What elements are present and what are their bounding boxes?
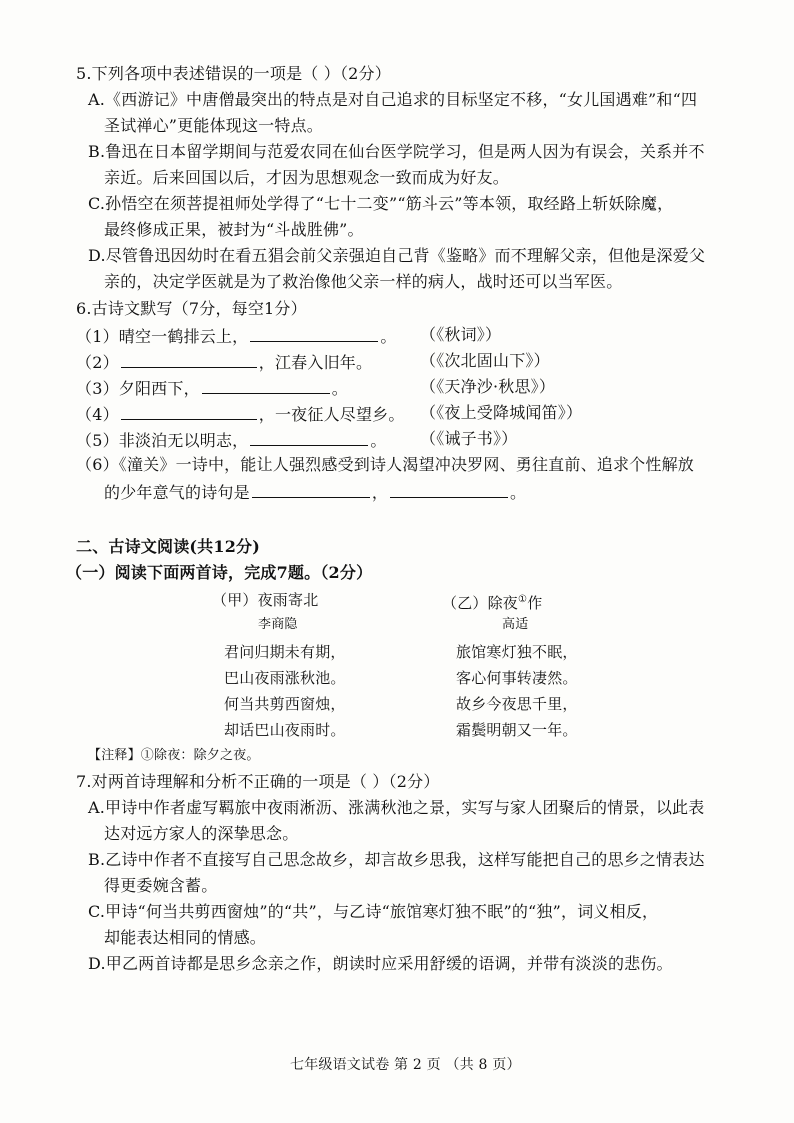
q5-option-d-line2: 亲的，决定学医就是为了救治像他父亲一样的病人，战时还可以当军医。: [104, 272, 623, 291]
q7-option-d: D.甲乙两首诗都是思乡念亲之作，朗读时应采用舒缓的语调，并带有淡淡的悲伤。: [88, 954, 673, 973]
poem-jia-author: 李商隐: [258, 617, 298, 632]
footnote: 【注释】①除夜：除夕之夜。: [88, 748, 260, 763]
q6-item-2-text: ，江春入旧年。: [258, 353, 373, 372]
answer-blank[interactable]: [250, 427, 368, 446]
q6-item-2-source: （《次北固山下》）: [420, 351, 550, 370]
q7-stem: 7.对两首诗理解和分析不正确的一项是（ ）（2分）: [76, 772, 440, 791]
q7-option-b-line2: 得更委婉含蓄。: [104, 876, 218, 895]
q6-item-5-source: （《诫子书》）: [420, 429, 518, 448]
q5-stem: 5.下列各项中表述错误的一项是（ ）（2分）: [76, 64, 391, 83]
q6-item-4: [76, 401, 405, 427]
poem-jia-line-2: 巴山夜雨涨秋池。: [224, 669, 346, 687]
q5-option-c-line2: 最终修成正果，被封为“斗战胜佛”。: [104, 220, 364, 239]
q5-option-b-line1: B.鲁迅在日本留学期间与范爱农同在仙台医学院学习，但是两人因为有误会，关系并不: [88, 142, 705, 161]
poem-yi-title: [442, 588, 542, 615]
q6-item-2: [76, 349, 372, 375]
q6-stem: 6.古诗文默写（7分，每空1分）: [76, 299, 307, 318]
q6-item-4-text: ，一夜征人尽望乡。: [258, 405, 405, 424]
poem-yi-author: 高适: [502, 617, 529, 632]
q6-item-2-num: （2）: [76, 353, 119, 372]
q6-item-5-text: （5）非淡泊无以明志，: [76, 431, 249, 450]
q6-item-1-source: （《秋词》）: [420, 325, 502, 344]
q6-item-1-text: （1）晴空一鹤排云上，: [76, 327, 249, 346]
poem-yi-line-2: 客心何事转凄然。: [456, 669, 578, 687]
q6-item-3: [76, 375, 348, 401]
q6-item-4-num: （4）: [76, 405, 119, 424]
q6-item-3-source: （《天净沙·秋思》）: [420, 377, 556, 396]
q6-item-3-punct: 。: [331, 379, 348, 398]
poem-yi-line-4: 霜鬓明朝又一年。: [456, 721, 578, 739]
q6-item-6-line2: [104, 479, 526, 505]
q6-item-5-punct: 。: [370, 431, 387, 450]
page-footer: 七年级语文试卷 第 2 页 （共 8 页）: [290, 1057, 521, 1073]
poem-yi-title-suffix: 作: [527, 594, 543, 612]
answer-blank[interactable]: [252, 479, 370, 498]
q5-option-d-line1: D.尽管鲁迅因幼时在看五猖会前父亲强迫自己背《鉴略》而不理解父亲，但他是深爱父: [88, 246, 706, 265]
section-subtitle: （一）阅读下面两首诗，完成7题。（2分）: [66, 563, 373, 582]
q7-option-a-line1: A.甲诗中作者虚写羁旅中夜雨淅沥、涨满秋池之景，实写与家人团聚后的情景，以此表: [88, 798, 705, 817]
q5-option-c-line1: C.孙悟空在须菩提祖师处学得了“七十二变”“筋斗云”等本领，取经路上斩妖除魔，: [88, 194, 674, 213]
q7-option-a-line2: 达对远方家人的深挚思念。: [104, 824, 299, 843]
poem-jia-title: （甲）夜雨寄北: [212, 591, 319, 609]
q5-option-a-line1: A.《西游记》中唐僧最突出的特点是对自己追求的目标坚定不移，“女儿国遇难”和“四: [88, 90, 698, 109]
poem-yi-title-text: （乙）除夜: [442, 594, 519, 612]
poem-yi-line-3: 故乡今夜思千里，: [456, 695, 578, 713]
q5-option-b-line2: 亲近。后来回国以后，才因为思想观念一致而成为好友。: [104, 168, 510, 187]
poem-yi-line-1: 旅馆寒灯独不眠，: [456, 643, 578, 661]
q6-item-6-comma: ，: [371, 483, 389, 502]
q6-item-6-text: 的少年意气的诗句是: [104, 483, 250, 502]
q6-item-4-source: （《夜上受降城闻笛》）: [420, 403, 583, 422]
q6-item-3-text: （3）夕阳西下，: [76, 379, 200, 398]
answer-blank[interactable]: [121, 349, 257, 368]
answer-blank[interactable]: [250, 323, 378, 342]
poem-jia-line-3: 何当共剪西窗烛，: [224, 695, 346, 713]
answer-blank[interactable]: [202, 375, 330, 394]
footnote-marker: ①: [518, 594, 528, 605]
answer-blank[interactable]: [390, 479, 508, 498]
poem-jia-line-4: 却话巴山夜雨时。: [224, 721, 346, 739]
q7-option-c-line1: C.甲诗“何当共剪西窗烛”的“共”，与乙诗“旅馆寒灯独不眠”的“独”，词义相反，: [88, 902, 659, 921]
answer-blank[interactable]: [121, 401, 257, 420]
q7-option-b-line1: B.乙诗中作者不直接写自己思念故乡，却言故乡思我，这样写能把自己的思乡之情表达: [88, 850, 705, 869]
q6-item-6-line1: （6）《潼关》一诗中，能让人强烈感受到诗人渴望冲决罗网、勇往直前、追求个性解放: [76, 455, 694, 474]
q6-item-5: [76, 427, 387, 453]
q6-item-6-punct: 。: [510, 483, 527, 502]
q6-item-1-punct: 。: [380, 327, 397, 346]
poem-jia-line-1: 君问归期未有期，: [224, 643, 346, 661]
q6-item-1: [76, 323, 397, 349]
q7-option-c-line2: 却能表达相同的情感。: [104, 928, 267, 947]
q5-option-a-line2: 圣试禅心”更能体现这一特点。: [104, 116, 323, 135]
section-title: 二、古诗文阅读(共12分): [76, 537, 261, 556]
